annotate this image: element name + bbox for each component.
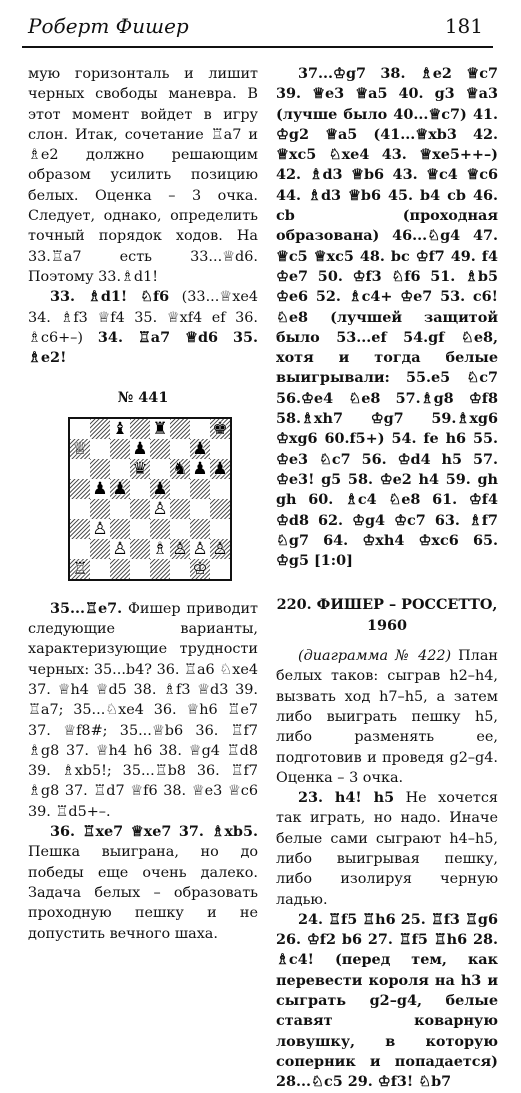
board-square (130, 479, 150, 499)
board-square (150, 439, 170, 459)
right-paragraph-1: 37...♔g7 38. ♗e2 ♕c7 39. ♕e3 ♕a5 40. g3 ♕a3 (лучше было 40...♕c7) 41. ♔g2 ♕a5 (41...♕xb3 42. ♕xc5 ♘xe4 43. ♕xe5++–) 42. ♗d3 ♕b6 43. ♕c4 ♕c6 44. ♗d3 ♕b6 45. b4 cb 46. cb (проходная образована) 46...♘g4 47. ♕c5 ♕xc5 48. bc ♔f7 49. f4 ♔e7 50. ♔f3 ♘f6 51. ♗b5 ♔e6 52. ♗c4+ ♔e7 53. c6! ♘e8 (лучшей защитой было 53...ef 54.gf ♘e8, хотя и тогда белые выигрывали: 55.e5 ♘c7 56.♔e4 ♘e8 57.♗g8 ♔f8 58.♗xh7 ♔g7 59.♗xg6 ♔xg6 60.f5+) 54. fe h6 55. ♔e3 ♘c7 56. ♔d4 h5 57. ♔e3! g5 58. ♔e2 h4 59. gh gh 60. ♗c4 ♘e8 61. ♔f4 ♔d8 62. ♔g4 ♔c7 63. ♗f7 ♘g7 64. ♔xh4 ♔xc6 65. ♔g5 [1:0] (276, 65, 498, 570)
diagram-reference: (диаграмма № 422) (298, 648, 452, 665)
left-paragraph-2 (28, 287, 258, 368)
right-paragraph-3 (276, 788, 498, 910)
board-square (110, 499, 130, 519)
board-square (170, 419, 190, 439)
board-square (170, 519, 190, 539)
right-column (276, 64, 498, 1093)
analysis-35: Фишер приводит следующие варианты, характеризующие трудности черных: 35...b4? 36. ♖a6 ♘xe4 37. ♕h4 ♕d5 38. ♗f3 ♕d3 39. ♖a7; 35...♘xe4 36. ♕h6 ♖e7 37. ♕f8#; 35...♕b6 36. ♖f7 ♗g8 37. ♕h4 h6 38. ♕g4 ♖d8 39. ♗xb5!; 35...♖b8 36. ♖f7 ♗g8 37. ♖d7 ♕f6 38. ♕e3 ♕c6 39. ♖d5+–. (28, 600, 258, 820)
chess-piece: ♛ (132, 458, 148, 479)
board-square (210, 439, 230, 459)
board-square (110, 439, 130, 459)
chess-piece: ♗ (152, 538, 168, 559)
board-square (170, 559, 190, 579)
chess-piece: ♙ (92, 518, 108, 539)
board-square (190, 419, 210, 439)
chess-piece: ♞ (172, 458, 188, 479)
chess-piece: ♙ (112, 538, 128, 559)
board-square (90, 539, 110, 559)
chess-piece: ♙ (212, 538, 228, 559)
move-35: 35...♖e7. (50, 599, 123, 617)
board-square (70, 519, 90, 539)
chess-piece: ♙ (192, 538, 208, 559)
left-column (28, 64, 258, 944)
page-header (0, 0, 521, 48)
board-square (90, 559, 110, 579)
move-34: 34. ♖a7 ♕d6 35. ♗e2! (28, 328, 258, 367)
move-23: 23. h4! h5 (298, 789, 395, 807)
running-title: Роберт Фишер (28, 14, 189, 38)
chess-piece: ♙ (172, 538, 188, 559)
board-square (190, 519, 210, 539)
header-rule (22, 46, 493, 48)
board-square (190, 479, 210, 499)
left-paragraph-4 (28, 822, 258, 944)
board-square (130, 539, 150, 559)
chess-piece: ♕ (72, 438, 88, 459)
chess-diagram (28, 417, 258, 585)
chess-piece: ♟ (192, 438, 208, 459)
board-square (110, 519, 130, 539)
chess-piece: ♖ (72, 558, 88, 579)
move-36: 36. ♖xe7 ♕xe7 37. ♗xb5. (50, 823, 258, 841)
board-square (110, 459, 130, 479)
board-square (90, 439, 110, 459)
board-square (130, 419, 150, 439)
chess-piece: ♟ (92, 478, 108, 499)
chess-piece: ♟ (212, 458, 228, 479)
board-square (90, 459, 110, 479)
board-square (170, 439, 190, 459)
game-title: 220. ФИШЕР – РОССЕТТО, 1960 (276, 596, 498, 634)
chess-piece: ♚ (212, 418, 228, 439)
chess-piece: ♟ (112, 478, 128, 499)
plan-text: План белых таков: сыграв h2–h4, вызвать ход h7–h5, а затем либо выиграть пешку h5, либо разменять ее, подготовив и проведя g2–g4. Оценка – 3 очка. (276, 648, 498, 786)
board-square (170, 499, 190, 519)
right-paragraph-2 (276, 646, 498, 788)
board-square (130, 559, 150, 579)
chess-piece: ♟ (192, 458, 208, 479)
chess-piece: ♔ (192, 558, 208, 579)
move-33: 33. ♗d1! ♘f6 (50, 288, 170, 306)
board-square (150, 559, 170, 579)
left-paragraph-3 (28, 599, 258, 822)
variation-33: (33...♕xe4 34. ♗f3 ♕f4 35. ♕xf4 ef 36. ♗c6+–) (28, 289, 258, 346)
board-square (150, 459, 170, 479)
board-square (210, 519, 230, 539)
diagram-label: № 441 (117, 389, 169, 407)
board-square (70, 419, 90, 439)
chess-piece: ♝ (112, 418, 128, 439)
board-square (210, 499, 230, 519)
board-square (70, 499, 90, 519)
board-square (90, 499, 110, 519)
chess-piece: ♙ (152, 498, 168, 519)
board-square (70, 539, 90, 559)
board-square (90, 419, 110, 439)
board-square (150, 519, 170, 539)
chess-board (68, 417, 232, 581)
board-square (170, 479, 190, 499)
chess-piece: ♟ (132, 438, 148, 459)
left-paragraph-1: мую горизонталь и лишит черных свободы маневра. В этот момент войдет в игру слон. Итак, сочетание ♖a7 и ♗e2 должно решающим образом усилить позицию белых. Оценка – 3 очка. Следует, однако, определить точный порядок ходов. На 33.♖a7 есть 33...♕d6. Поэтому 33.♗d1! (28, 66, 258, 285)
board-square (70, 459, 90, 479)
chess-piece: ♜ (152, 418, 168, 439)
chess-piece: ♟ (152, 478, 168, 499)
board-square (190, 499, 210, 519)
board-square (210, 479, 230, 499)
comment-36: Пешка выиграна, но до победы еще очень далеко. Задача белых – образовать проходную пешку и не допустить вечного шаха. (28, 844, 258, 942)
right-paragraph-4: 24. ♖f5 ♖h6 25. ♖f3 ♖g6 26. ♔f2 b6 27. ♖f5 ♖h6 28. ♗c4! (перед тем, как перевести короля на h3 и сыграть g2–g4, белые ставят коварную ловушку, в которую соперник и попадается) 28...♘c5 29. ♔f3! ♘b7 (276, 910, 498, 1091)
page-number: 181 (444, 14, 483, 38)
board-square (210, 559, 230, 579)
board-square (130, 519, 150, 539)
board-square (130, 499, 150, 519)
comment-23: Не хочется так играть, но надо. Иначе белые сами сыграют h4–h5, либо выигрывая пешку, либо изолируя черную ладью. (276, 790, 499, 908)
board-square (70, 479, 90, 499)
board-square (110, 559, 130, 579)
